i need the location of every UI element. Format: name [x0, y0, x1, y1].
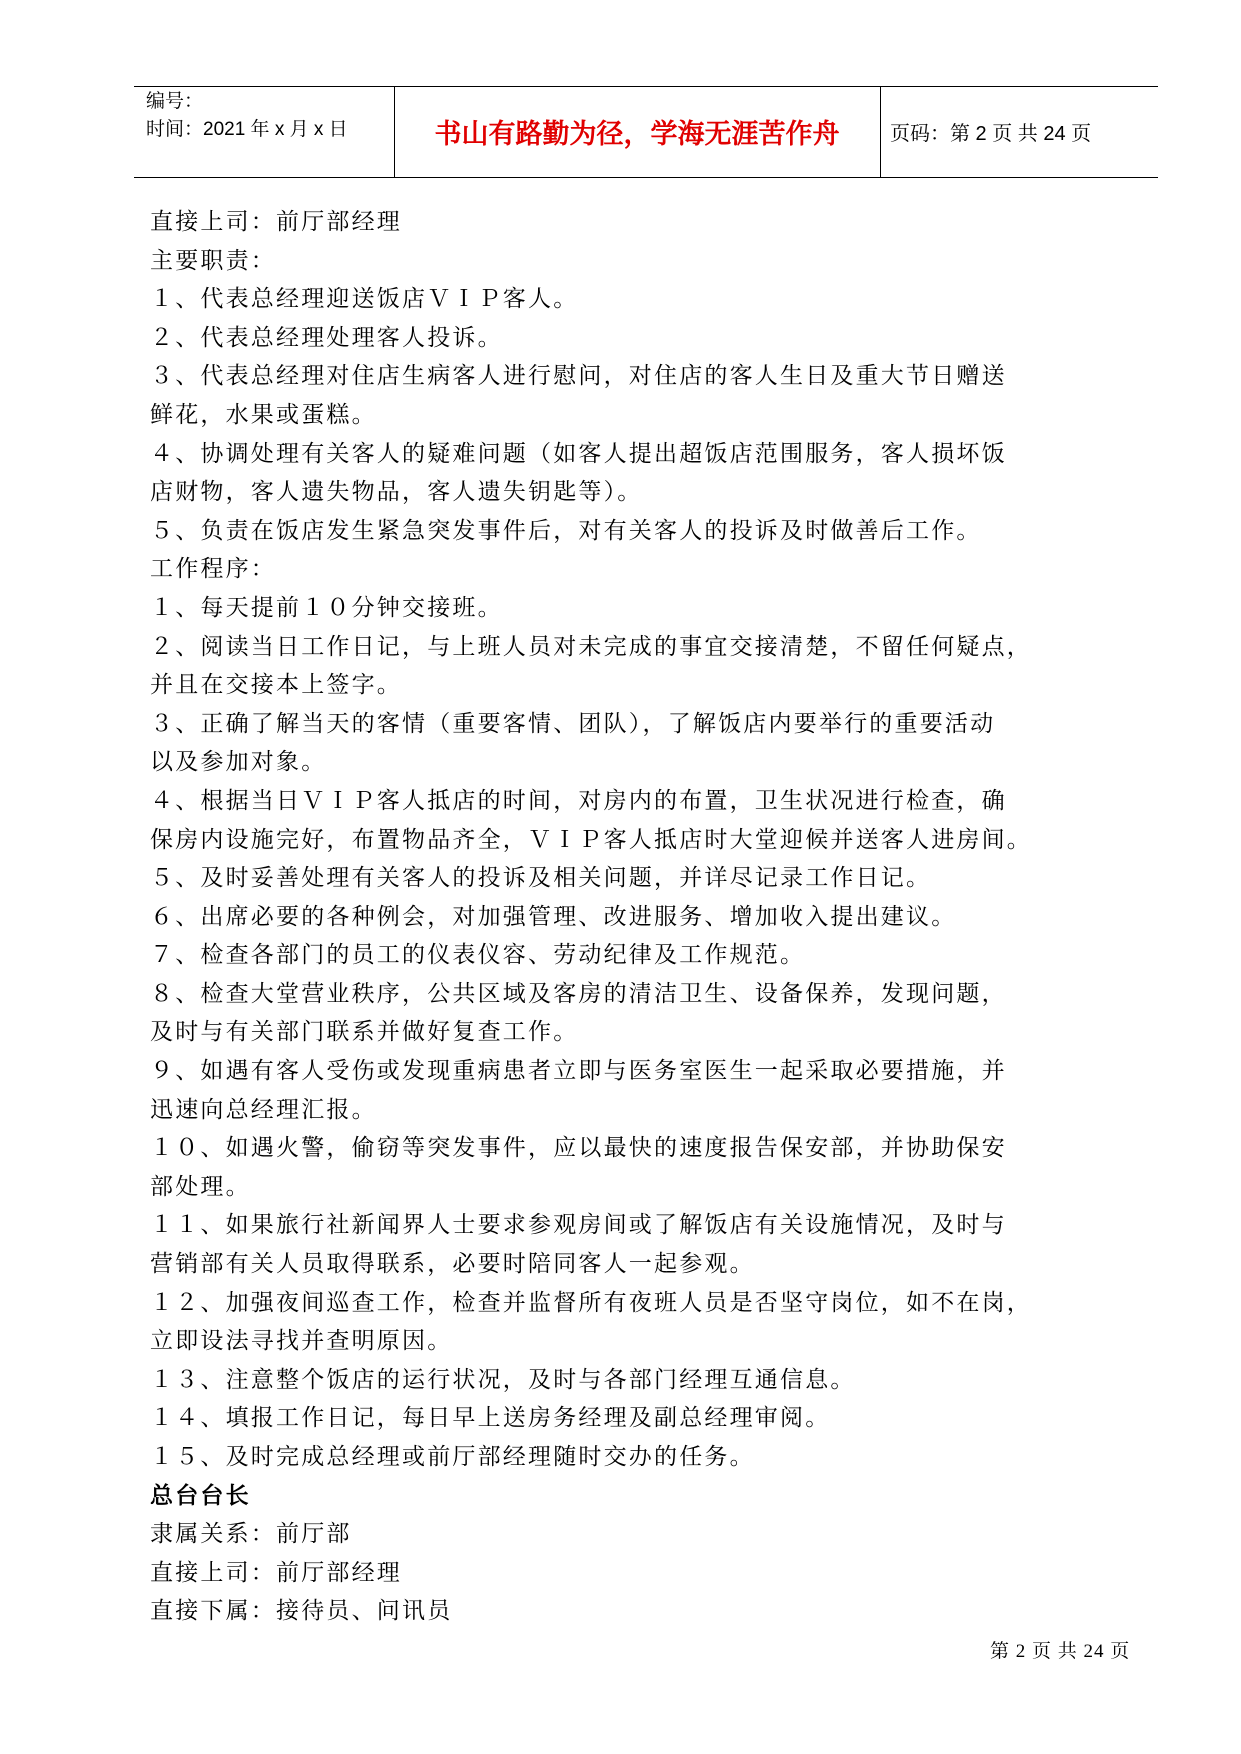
text-line: ３、代表总经理对住店生病客人进行慰问，对住店的客人生日及重大节日赠送 — [150, 363, 1007, 390]
text-line: 主要职责： — [150, 247, 276, 274]
text-line: ５、负责在饭店发生紧急突发事件后，对有关客人的投诉及时做善后工作。 — [150, 517, 982, 544]
text-line: １１、如果旅行社新闻界人士要求参观房间或了解饭店有关设施情况，及时与 — [150, 1212, 1007, 1239]
document-body — [150, 203, 1136, 1631]
text-line: １０、如遇火警，偷窃等突发事件，应以最快的速度报告保安部，并协助保安 — [150, 1135, 1007, 1162]
text-line: １、每天提前１０分钟交接班。 — [150, 594, 503, 621]
text-line: 及时与有关部门联系并做好复查工作。 — [150, 1019, 579, 1046]
text-line: 店财物，客人遗失物品，客人遗失钥匙等）。 — [150, 479, 643, 506]
text-line: 直接下属：接待员、问讯员 — [150, 1598, 453, 1625]
text-line: ３、正确了解当天的客情（重要客情、团队），了解饭店内要举行的重要活动 — [150, 710, 996, 737]
text-line: 并且在交接本上签字。 — [150, 672, 402, 699]
text-line: 立即设法寻找并查明原因。 — [150, 1328, 453, 1355]
text-line: ４、根据当日ＶＩＰ客人抵店的时间，对房内的布置，卫生状况进行检查，确 — [150, 787, 1007, 814]
text-line: 鲜花，水果或蛋糕。 — [150, 401, 377, 428]
text-line: 保房内设施完好，布置物品齐全，ＶＩＰ客人抵店时大堂迎候并送客人进房间。 — [150, 826, 1032, 853]
text-line: 迅速向总经理汇报。 — [150, 1096, 377, 1123]
header-divider-right — [880, 86, 881, 177]
footer-page-number: 第 2 页 共 24 页 — [990, 1641, 1131, 1662]
text-line: ６、出席必要的各种例会，对加强管理、改进服务、增加收入提出建议。 — [150, 903, 957, 930]
text-line: 部处理。 — [150, 1173, 251, 1200]
text-line: ８、检查大堂营业秩序，公共区域及客房的清洁卫生、设备保养，发现问题， — [150, 980, 1007, 1007]
header-bottom-rule — [134, 177, 1158, 178]
header-meta — [146, 88, 386, 144]
text-line: １２、加强夜间巡查工作，检查并监督所有夜班人员是否坚守岗位，如不在岗， — [150, 1289, 1032, 1316]
text-line: １４、填报工作日记，每日早上送房务经理及副总经理审阅。 — [150, 1405, 831, 1432]
text-line: ２、阅读当日工作日记，与上班人员对未完成的事宜交接清楚，不留任何疑点， — [150, 633, 1032, 660]
text-line: １３、注意整个饭店的运行状况，及时与各部门经理互通信息。 — [150, 1366, 856, 1393]
text-line: ７、检查各部门的员工的仪表仪容、劳动纪律及工作规范。 — [150, 942, 806, 969]
document-time-label: 时间：2021 年 x 月 x 日 — [146, 119, 348, 140]
text-line: 以及参加对象。 — [150, 749, 327, 776]
header-motto: 书山有路勤为径，学海无涯苦作舟 — [434, 119, 840, 150]
text-line: 营销部有关人员取得联系，必要时陪同客人一起参观。 — [150, 1251, 755, 1278]
section-heading: 总台台长 — [150, 1481, 251, 1509]
text-line: ９、如遇有客人受伤或发现重病患者立即与医务室医生一起采取必要措施，并 — [150, 1058, 1007, 1085]
header-page-label: 页码：第 2 页 共 24 页 — [890, 123, 1092, 145]
text-line: 直接上司：前厅部经理 — [150, 209, 402, 235]
text-line: ４、协调处理有关客人的疑难问题（如客人提出超饭店范围服务，客人损坏饭 — [150, 440, 1007, 467]
text-line: １５、及时完成总经理或前厅部经理随时交办的任务。 — [150, 1444, 755, 1470]
text-line: ２、代表总经理处理客人投诉。 — [150, 324, 503, 351]
text-line: 直接上司：前厅部经理 — [150, 1559, 402, 1586]
document-number-label: 编号： — [146, 91, 204, 112]
text-line: 工作程序： — [150, 556, 276, 583]
text-line: 隶属关系：前厅部 — [150, 1521, 352, 1548]
text-line: １、代表总经理迎送饭店ＶＩＰ客人。 — [150, 286, 579, 313]
text-line: ５、及时妥善处理有关客人的投诉及相关问题，并详尽记录工作日记。 — [150, 865, 932, 892]
